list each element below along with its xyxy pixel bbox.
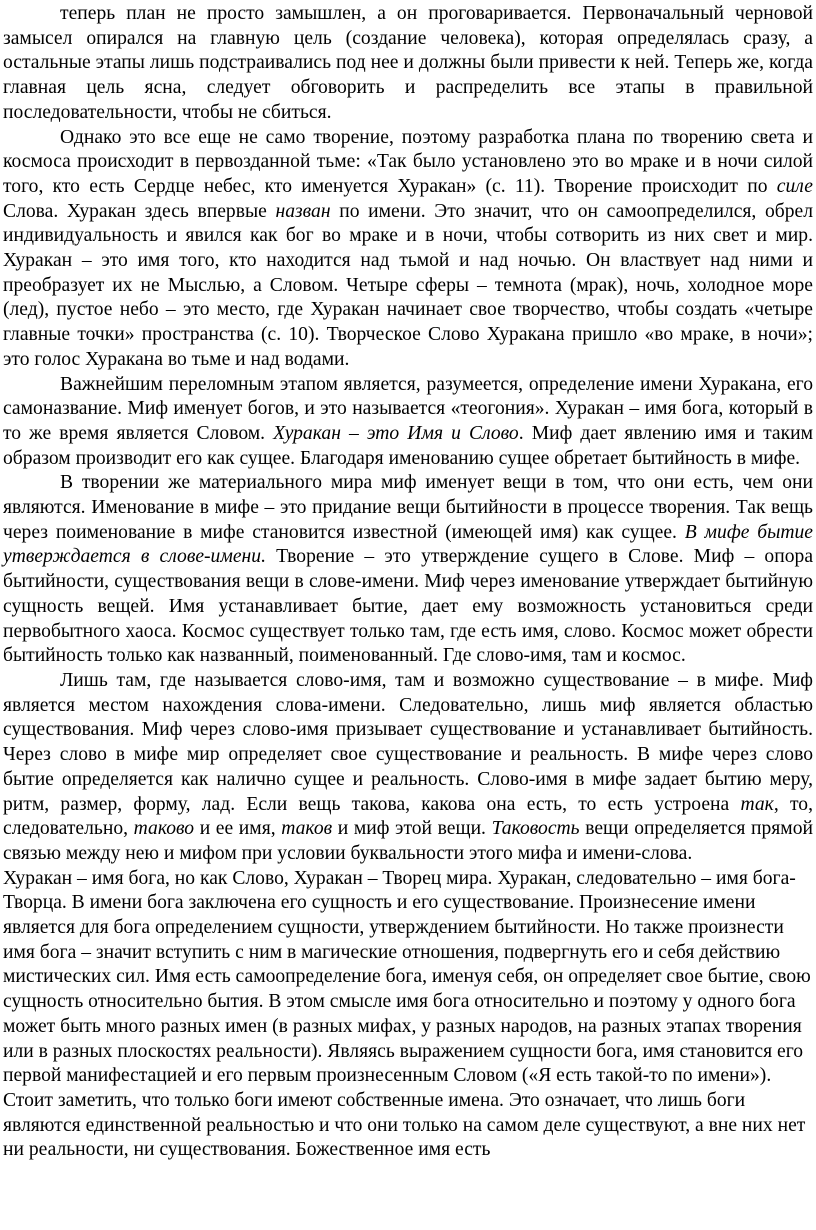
paragraph-2-italic-sila: силе [776, 175, 813, 197]
paragraph-4-text-b: Творение – это утверждение сущего в Слове. Миф – опора бытийности, существования вещи в слове-имени. Миф через именование утверждает бытийную сущность вещей. Имя устанавливает бытие, дает ему возможность установиться среди первобытного хаоса. Космос существует только там, где есть имя, слово. Космос может обрести бытийность только как названный, поименованный. Где слово-имя, там и космос. [3, 546, 814, 667]
paragraph-3-text-a: Важнейшим переломным этапом является, разумеется, определение имени Хуракана, его самоназвание. Миф именует богов, и это называется «теогония». Хуракан – имя бога, который в то же время является Словом. [3, 373, 813, 444]
paragraph-5-text-b: , то, следовательно, [3, 793, 813, 840]
paragraph-2-italic-nazvan: назван [275, 200, 331, 222]
paragraph-5-text-e: вещи определяется прямой связью между нею и мифом при условии буквальности этого мифа и имени-слова. [3, 818, 813, 864]
paragraph-5-text-d: и миф этой вещи. [332, 818, 492, 840]
paragraph-2 [3, 126, 813, 373]
paragraph-6 [3, 867, 813, 1163]
paragraph-1-text: теперь план не просто замышлен, а он проговаривается. Первоначальный черновой замысел опирался на главную цель (создание человека), которая определялась сразу, а остальные этапы лишь подстраивались под нее и должны были привести к ней. Теперь же, когда главная цель ясна, следует обговорить и распределить все этапы в правильной последовательности, чтобы не сбиться. [3, 3, 813, 123]
paragraph-5 [3, 669, 813, 867]
paragraph-3-italic-name-word: Хуракан – это Имя и Слово [273, 422, 519, 444]
paragraph-2-text-c: по имени. Это значит, что он самоопределился, обрел индивидуальность и явился как бог во мраке и в ночи, чтобы сотворить из них свет и мир. Хуракан – это имя того, кто находится над тьмой и над ночью. Он властвует над ними и преобразует их не Мыслью, а Словом. Четыре сферы – темнота (мрак), ночь, холодное море (лед), пустое небо – это место, где Хуракан начинает свое творчество, чтобы создать «четыре главные точки» пространства (с. 10). Творческое Слово Хуракана пришло «во мраке, в ночи»; это голос Хуракана во тьме и над водами. [3, 200, 814, 370]
paragraph-3-text-b: . Миф дает явлению имя и таким образом производит его как сущее. Благодаря именованию сущее обретает бытийность в мифе. [3, 422, 814, 469]
paragraph-2-text-b: Слова. Хуракан здесь впервые [3, 200, 276, 222]
paragraph-4-italic-being: В мифе бытие утверждается в слове-имени. [3, 521, 813, 568]
paragraph-5-italic-takov: таков [281, 818, 333, 840]
paragraph-5-italic-takovost: Таковость [491, 818, 580, 840]
paragraph-2-text-a: Однако это все еще не само творение, поэтому разработка плана по творению света и космоса происходит в первозданной тьме: «Так было установлено это во мраке и в ночи силой того, кто есть Сердце небес, кто именуется Хуракан» (с. 11). Творение происходит по [3, 126, 813, 197]
paragraph-5-text-a: Лишь там, где называется слово-имя, там и возможно существование – в мифе. Миф является местом нахождения слова-имени. Следовательно, лишь миф является областью существования. Миф через слово-имя призывает существование и устанавливает бытийность. Через слово в мифе мир определяет свое существование и реальность. В мифе через слово бытие определяется как налично сущее и реальность. Слово-имя в мифе задает бытию меру, ритм, размер, форму, лад. Если вещь такова, какова она есть, то есть устроена [3, 669, 813, 815]
paragraph-5-italic-tak: так [740, 793, 774, 815]
paragraph-5-italic-takovo: таково [133, 818, 195, 840]
paragraph-3 [3, 373, 813, 472]
paragraph-5-text-c: и ее имя, [194, 818, 282, 840]
paragraph-6-text: Хуракан – имя бога, но как Слово, Хуракан – Творец мира. Хуракан, следовательно – имя бога-Творца. В имени бога заключена его сущность и его существование. Произнесение имени является для бога определением сущности, утверждением бытийности. Но также произнести имя бога – значит вступить с ним в магические отношения, подвергнуть его и себя действию мистических сил. Имя есть самоопределение бога, именуя себя, он определяет свое бытие, свою сущность относительно бытия. В этом смысле имя бога относительно и поэтому у одного бога может быть много разных имен (в разных мифах, у разных народов, на разных этапах творения или в разных плоскостях реальности). Являясь выражением сущности бога, имя становится его первой манифестацией и его первым произнесенным Словом («Я есть такой-то по имени»). Стоит заметить, что только боги имеют собственные имена. Это означает, что лишь боги являются единственной реальностью и что они только на самом деле существуют, а вне них нет ни реальности, ни существования. Божественное имя есть [3, 867, 811, 1161]
paragraph-4 [3, 471, 813, 669]
paragraph-4-text-a: В творении же материального мира миф именует вещи в том, что они есть, чем они являются. Именование в мифе – это придание вещи бытийности в процессе творения. Так вещь через поименование в мифе становится известной (имеющей имя) как сущее. [3, 472, 813, 543]
paragraph-1 [3, 2, 813, 126]
